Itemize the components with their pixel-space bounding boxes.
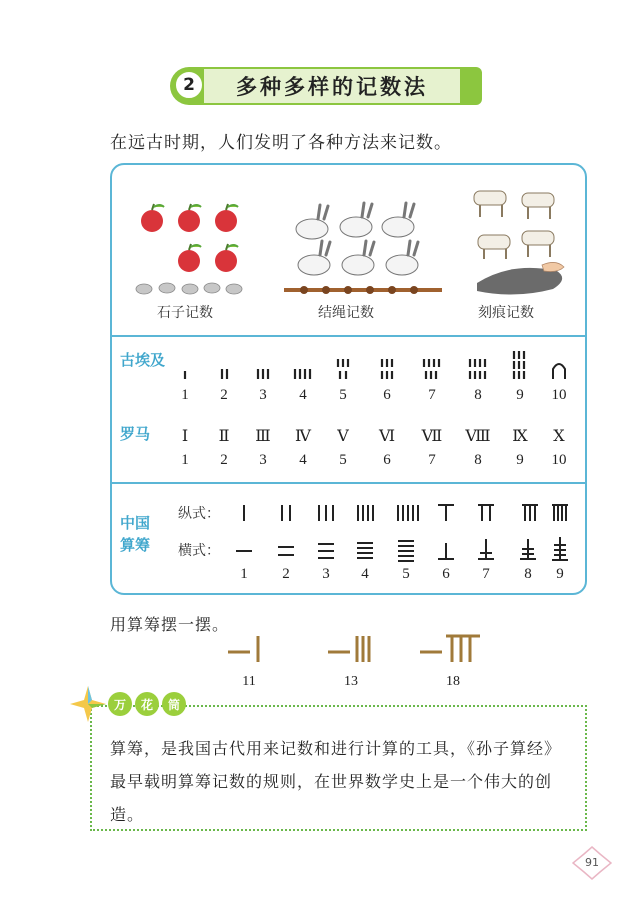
roman-numeral: Ⅷ [465, 428, 491, 445]
stone-icons [136, 283, 242, 294]
egypt-digit: 8 [474, 387, 482, 403]
divider [112, 335, 585, 337]
rod-digit: 1 [240, 566, 248, 582]
china-label-line2: 算筹 [120, 536, 151, 554]
roman-numeral: Ⅹ [553, 428, 565, 445]
practice-number: 11 [242, 674, 256, 689]
lesson-title-banner [170, 67, 482, 105]
title-inner [204, 69, 460, 103]
ancient-counting-illustration [112, 165, 585, 325]
counting-methods-box [110, 163, 587, 595]
roman-numeral: Ⅱ [218, 428, 230, 445]
china-label-line1: 中国 [120, 514, 151, 532]
rod-digit: 8 [524, 566, 532, 582]
egypt-digit: 4 [299, 387, 307, 403]
lesson-number: 2 [174, 70, 204, 100]
rome-digit: 5 [339, 452, 347, 468]
roman-numeral: Ⅳ [295, 428, 311, 445]
egypt-numerals [112, 345, 585, 385]
rome-label: 罗马 [120, 425, 151, 443]
apple-icon [141, 210, 163, 232]
stone-icon [226, 284, 242, 294]
apple-icon [215, 250, 237, 272]
apple-icon [215, 210, 237, 232]
rabbit-icon [386, 255, 418, 275]
egypt-digit: 7 [428, 387, 436, 403]
rome-digit: 9 [516, 452, 524, 468]
egypt-digit: 5 [339, 387, 347, 403]
rod-digit: 9 [556, 566, 564, 582]
goat-icon [474, 191, 506, 205]
apple-icon [178, 210, 200, 232]
notch-counting-label: 刻痕记数 [478, 305, 534, 321]
practice-number: 18 [446, 674, 460, 689]
rod-digit: 4 [361, 566, 369, 582]
fun-badge: 花 [135, 692, 159, 716]
fun-badge: 筒 [162, 692, 186, 716]
goat-icon [522, 231, 554, 245]
roman-numeral: Ⅸ [512, 428, 528, 445]
stone-icon [182, 284, 198, 294]
star-icon [68, 684, 108, 724]
goat-icon [478, 235, 510, 249]
rod-numerals [112, 495, 585, 565]
goat-icon [522, 193, 554, 207]
page-number: 91 [585, 856, 599, 869]
stone-icon [204, 283, 220, 293]
apple-icon [178, 250, 200, 272]
egypt-label: 古埃及 [120, 351, 166, 369]
egypt-digit: 6 [383, 387, 391, 403]
rod-practice-examples [0, 630, 640, 670]
rome-digit: 4 [299, 452, 307, 468]
egypt-digit: 9 [516, 387, 524, 403]
goat-icons [474, 191, 554, 259]
rome-digit: 6 [383, 452, 391, 468]
roman-numeral: Ⅴ [337, 428, 349, 445]
rabbit-icon [298, 255, 330, 275]
rabbit-icon [296, 219, 328, 239]
roman-numeral: Ⅵ [378, 428, 396, 445]
rod-digit: 5 [402, 566, 410, 582]
rabbit-icon [382, 217, 414, 237]
intro-text: 在远古时期，人们发明了各种方法来记数。 [110, 133, 452, 153]
rod-digit: 7 [482, 566, 490, 582]
rome-digit: 7 [428, 452, 436, 468]
egypt-digit: 2 [220, 387, 228, 403]
stone-icon [136, 284, 152, 294]
vertical-style-label: 纵式： [178, 506, 220, 522]
rabbit-icons [296, 203, 418, 275]
roman-numeral: Ⅶ [421, 428, 443, 445]
rome-digit: 1 [181, 452, 189, 468]
rod-digit: 3 [322, 566, 330, 582]
rope-counting-label: 结绳记数 [318, 305, 374, 321]
fun-badge: 万 [108, 692, 132, 716]
egypt-digit: 3 [259, 387, 267, 403]
rod-digit: 6 [442, 566, 450, 582]
divider [112, 482, 585, 484]
fun-fact-text: 算筹，是我国古代用来记数和进行计算的工具，《孙子算经》最早载明算筹记数的规则，在世界数学史上是一个伟大的创造。 [110, 739, 562, 824]
practice-prompt: 用算筹摆一摆。 [110, 615, 230, 634]
apple-icons [141, 204, 238, 272]
notched-stone-icon [477, 262, 564, 294]
rome-digit: 2 [220, 452, 228, 468]
horizontal-style-label: 横式： [178, 543, 220, 559]
knotted-rope-icon [284, 286, 442, 294]
rome-digit: 3 [259, 452, 267, 468]
rod-digit: 2 [282, 566, 290, 582]
roman-numeral: Ⅰ [181, 428, 189, 445]
rabbit-icon [342, 255, 374, 275]
stone-icon [159, 283, 175, 293]
rabbit-icon [340, 217, 372, 237]
roman-numeral: Ⅲ [255, 428, 271, 445]
stones-counting-label: 石子记数 [157, 305, 213, 321]
egypt-digit: 1 [181, 387, 189, 403]
rome-digit: 8 [474, 452, 482, 468]
practice-number: 13 [344, 674, 358, 689]
rome-digit: 10 [551, 452, 567, 468]
egypt-digit: 10 [551, 387, 567, 403]
page-title: 多种多样的记数法 [236, 75, 428, 99]
